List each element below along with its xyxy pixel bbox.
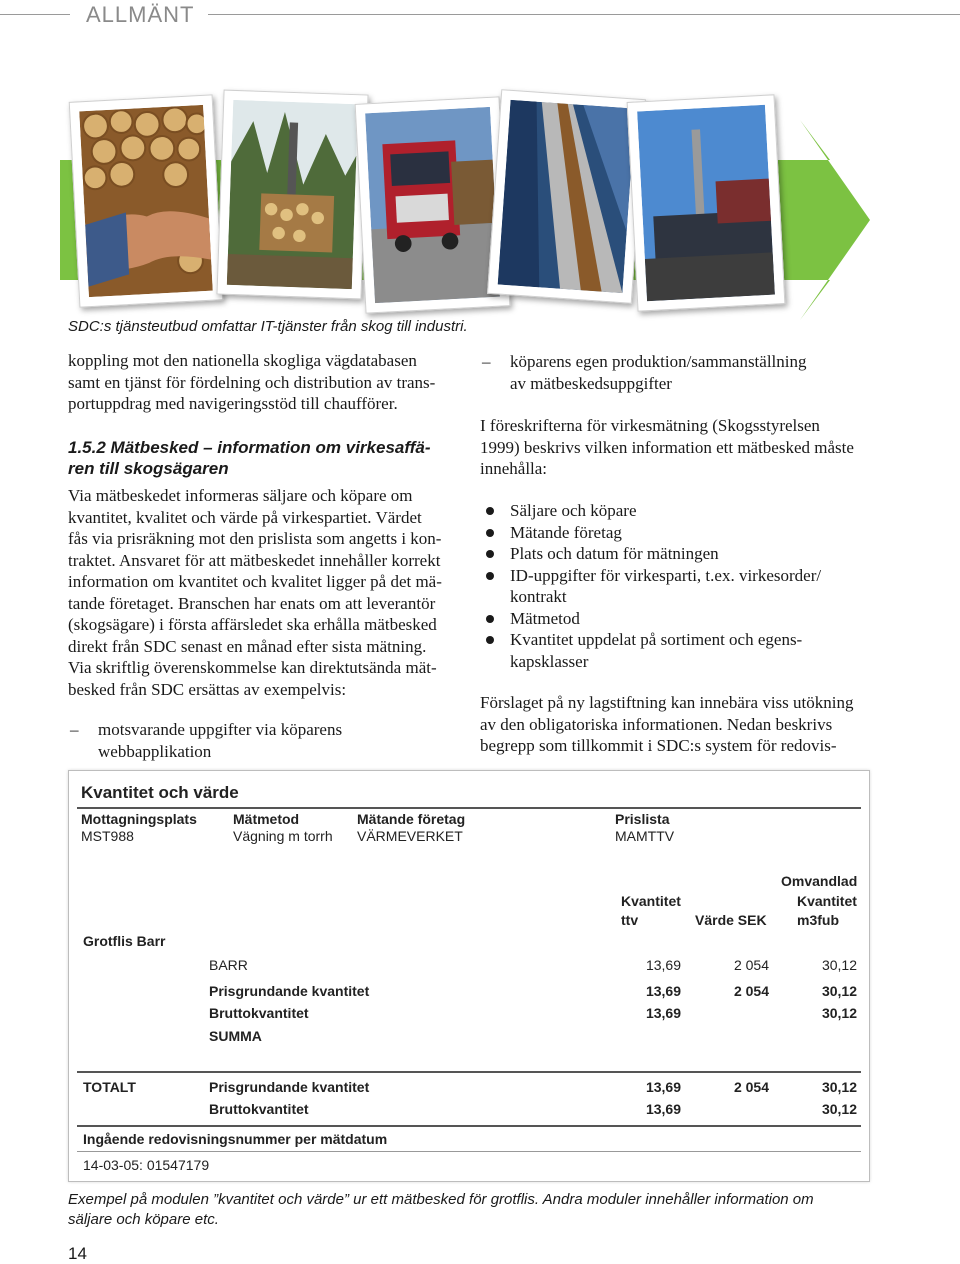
text-line: I föreskrifterna för virkesmätning (Skogsstyrelsen	[480, 416, 820, 435]
forest-harvester-photo	[216, 90, 368, 300]
row-qty: 13,69	[645, 957, 681, 973]
row-conv: 30,12	[821, 983, 857, 999]
row-label: SUMMA	[209, 1028, 262, 1044]
panel-title: Kvantitet och värde	[81, 783, 239, 802]
text-line: kontrakt	[510, 587, 567, 606]
total-label: TOTALT	[83, 1079, 136, 1095]
text-line: tande företaget. Branschen har enats om att leverantör	[68, 593, 436, 613]
text-line: Säljare och köpare	[510, 501, 637, 520]
field-value: VÄRMEVERKET	[357, 828, 463, 844]
column-header-qty-unit: ttv	[621, 912, 639, 928]
text-line: av mätbeskedsuppgifter	[510, 373, 672, 393]
row-qty: 13,69	[645, 1101, 681, 1117]
column-header-conv-unit: m3fub	[797, 912, 839, 928]
bullet-icon	[486, 572, 494, 580]
heading-line: ren till skogsägaren	[68, 459, 229, 478]
bullet-icon	[486, 615, 494, 623]
row-label: Prisgrundande kvantitet	[209, 1079, 370, 1095]
row-value: 2 054	[733, 957, 769, 973]
text-line: Via mätbeskedet informeras säljare och köpare om	[68, 486, 413, 505]
image-caption: SDC:s tjänsteutbud omfattar IT-tjänster från skog till industri.	[68, 318, 468, 335]
field-label: Mätmetod	[233, 811, 300, 827]
body-paragraph	[68, 485, 458, 700]
logs-handshake-photo	[69, 94, 224, 307]
measurement-module-screenshot	[68, 770, 870, 1182]
row-value: 2 054	[733, 983, 769, 999]
bullet-icon	[486, 636, 494, 644]
footer-rule	[77, 1125, 861, 1127]
text-line: Plats och datum för mätningen	[510, 544, 719, 563]
text-line: ID-uppgifter för virkesparti, t.ex. virkesorder/	[510, 565, 822, 585]
text-line: motsvarande uppgifter via köparens	[98, 720, 343, 739]
header-rule-right	[208, 14, 960, 15]
text-line: webbapplikation	[98, 741, 212, 761]
title-rule	[77, 807, 861, 809]
field-label: Mottagningsplats	[81, 811, 197, 827]
right-dash-list	[480, 351, 870, 394]
footer-label: Ingående redovisningsnummer per mätdatum	[83, 1131, 388, 1147]
row-conv: 30,12	[821, 1079, 857, 1095]
row-value: 2 054	[733, 1079, 769, 1095]
column-header-value: Värde SEK	[695, 912, 767, 928]
text-line: Via skriftlig överenskommelse kan direktutsända mät-	[68, 658, 437, 677]
text-line: (skogsägare) i första affärsledet ska erhålla mätbesked	[68, 615, 437, 634]
list-item	[480, 500, 870, 522]
list-item	[480, 629, 870, 672]
field-value: MST988	[81, 828, 134, 844]
footer-value: 14-03-05: 01547179	[83, 1157, 210, 1173]
row-label: BARR	[209, 957, 248, 973]
list-item	[480, 522, 870, 544]
text-line: kapsklasser	[510, 651, 589, 671]
bullet-icon	[486, 507, 494, 515]
text-line: begrepp som tillkommit i SDC:s system för redovis-	[480, 736, 837, 755]
text-line: Mätande företag	[510, 522, 622, 542]
list-item	[480, 351, 870, 394]
dash-marker: –	[70, 720, 79, 739]
text-line: Kvantitet uppdelat på sortiment och egens-	[510, 630, 803, 649]
section-heading	[68, 437, 458, 479]
text-line: besked från SDC ersättas av exempelvis:	[68, 679, 347, 699]
text-line: innehålla:	[480, 459, 548, 478]
row-label: Bruttokvantitet	[209, 1101, 309, 1117]
text-line: kvantitet, kvalitet och värde på virkespartiet. Värdet	[68, 507, 422, 527]
row-conv: 30,12	[821, 957, 857, 973]
field-label: Prislista	[615, 811, 670, 827]
assortment-group: Grotflis Barr	[83, 933, 166, 949]
text-line: fås via prisräkning mot den prislista som angetts i kon-	[68, 529, 442, 548]
row-conv: 30,12	[821, 1101, 857, 1117]
row-qty: 13,69	[645, 1079, 681, 1095]
column-header-conv: Omvandlad	[781, 873, 858, 889]
heading-line: 1.5.2 Mätbesked – information om virkesaffä-	[68, 438, 431, 457]
text-line: portuppdrag med navigeringsstöd till chaufförer.	[68, 394, 398, 413]
log-conveyor-photo	[487, 89, 646, 304]
caption-line: Exempel på modulen ”kvantitet och värde” ur ett mätbesked för grotflis. Andra moduler innehåller information om	[68, 1191, 814, 1208]
text-line: Förslaget på ny lagstiftning kan innebära viss utökning	[480, 693, 854, 712]
header-rule-left	[0, 14, 70, 15]
text-line: samt en tjänst för fördelning och distribution av trans-	[68, 372, 436, 392]
bullet-icon	[486, 550, 494, 558]
regulation-paragraph	[480, 415, 870, 480]
row-qty: 13,69	[645, 1005, 681, 1021]
list-item	[480, 608, 870, 630]
row-qty: 13,69	[645, 983, 681, 999]
caption-line: säljare och köpare etc.	[68, 1211, 219, 1228]
total-rule	[77, 1071, 861, 1073]
left-dash-list	[68, 719, 458, 762]
section-title: ALLMÄNT	[86, 2, 195, 27]
text-line: köparens egen produktion/sammanställning	[510, 352, 807, 371]
column-header-conv: Kvantitet	[797, 893, 857, 909]
list-item	[480, 565, 870, 608]
text-line: av den obligatoriska informationen. Nedan beskrivs	[480, 714, 833, 734]
bullet-list	[480, 500, 870, 672]
page-number: 14	[68, 1244, 87, 1263]
column-header-qty: Kvantitet	[621, 893, 681, 909]
bullet-icon	[486, 529, 494, 537]
text-line: information om kvantitet och kvalitet ligger på det mä-	[68, 572, 442, 591]
list-item	[480, 543, 870, 565]
field-label: Mätande företag	[357, 811, 466, 827]
field-value: Vägning m torrh	[233, 828, 333, 844]
text-line: direkt från SDC senast en månad efter sista mätning.	[68, 636, 427, 656]
panel-caption	[68, 1190, 878, 1230]
row-conv: 30,12	[821, 1005, 857, 1021]
dash-marker: –	[482, 352, 491, 371]
text-line: 1999) beskrivs vilken information ett mätbesked måste	[480, 437, 854, 457]
proposal-paragraph	[480, 692, 870, 757]
text-line: koppling mot den nationella skogliga vägdatabasen	[68, 351, 417, 370]
row-label: Bruttokvantitet	[209, 1005, 309, 1021]
footer-rule	[77, 1151, 861, 1152]
row-label: Prisgrundande kvantitet	[209, 983, 370, 999]
field-value: MAMTTV	[615, 828, 675, 844]
intro-paragraph	[68, 350, 458, 415]
power-plant-photo	[627, 94, 786, 311]
text-line: traktet. Ansvaret för att mätbeskedet innehåller korrekt	[68, 550, 441, 570]
list-item	[68, 719, 458, 762]
text-line: Mätmetod	[510, 608, 580, 628]
